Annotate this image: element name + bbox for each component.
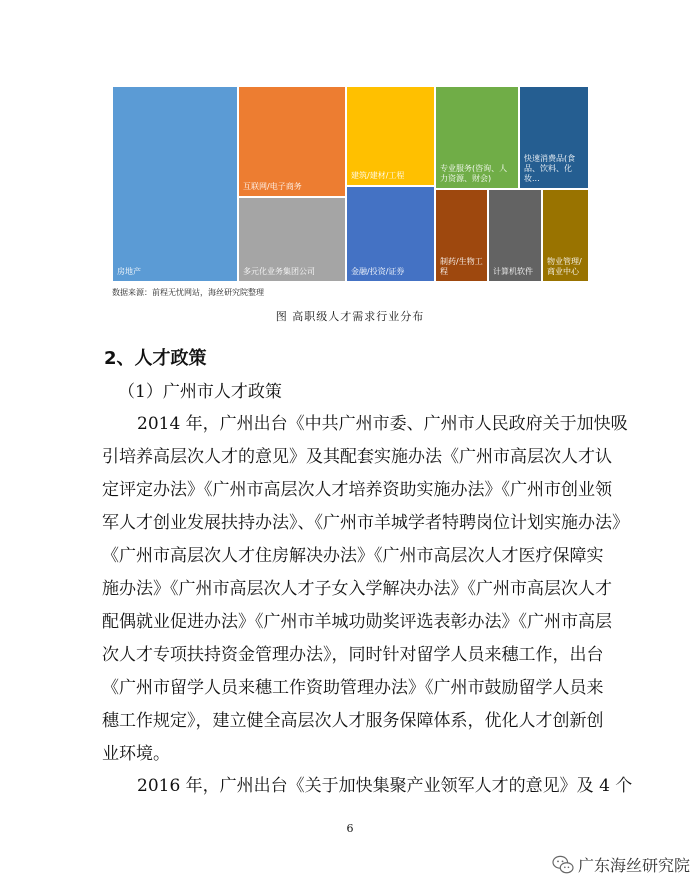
- treemap-cell-conglomerate: [238, 197, 346, 282]
- paragraph-line: 2014 年，广州出台《中共广州市委、广州市人民政府关于加快吸: [137, 414, 628, 434]
- wechat-watermark: [552, 853, 690, 876]
- treemap-cell-finance: [346, 186, 435, 282]
- treemap-cell-professional-services: [435, 86, 519, 189]
- watermark-text: 广东海丝研究院: [577, 856, 690, 875]
- cell-label: 制药/生物工程: [440, 257, 483, 276]
- figure-caption: 图 高职级人才需求行业分布: [275, 310, 425, 323]
- paragraph-line: 引培养高层次人才的意见》及其配套实施办法《广州市高层次人才认: [102, 447, 612, 467]
- cell-label: 金融/投资/证券: [351, 267, 405, 276]
- data-source: 数据来源：前程无忧网站，海丝研究院整理: [112, 288, 264, 297]
- paragraph-line: 配偶就业促进办法》《广州市羊城功勋奖评选表彰办法》《广州市高层: [102, 612, 612, 632]
- industry-treemap: [112, 86, 589, 282]
- policy-paragraph: [102, 408, 629, 771]
- paragraph-line: 业环境。: [102, 744, 170, 764]
- treemap-cell-internet: [238, 86, 346, 197]
- paragraph-line: 军人才创业发展扶持办法》、《广州市羊城学者特聘岗位计划实施办法》: [102, 513, 629, 533]
- wechat-icon: [552, 855, 574, 875]
- cell-label: 计算机软件: [493, 267, 533, 276]
- paragraph-line: 次人才专项扶持资金管理办法》，同时针对留学人员来穗工作，出台: [102, 645, 604, 665]
- cell-label: 房地产: [117, 267, 141, 276]
- cell-label: 多元化业务集团公司: [243, 267, 315, 276]
- cell-label: 快速消费品(食品、饮料、化妆...: [524, 154, 576, 183]
- treemap-cell-software: [488, 189, 542, 282]
- treemap-cell-real-estate: [112, 86, 238, 282]
- treemap-cell-construction: [346, 86, 435, 186]
- section-heading: 2、人才政策: [104, 348, 207, 369]
- cell-label: 专业服务(咨询、人力资源、财会): [440, 164, 508, 183]
- paragraph-line: 施办法》《广州市高层次人才子女入学解决办法》《广州市高层次人才: [102, 579, 612, 599]
- subsection-heading: （1）广州市人才政策: [118, 382, 282, 402]
- cell-label: 建筑/建材/工程: [351, 171, 405, 180]
- paragraph-line: 《广州市高层次人才住房解决办法》《广州市高层次人才医疗保障实: [102, 546, 604, 566]
- paragraph-line: 定评定办法》《广州市高层次人才培养资助实施办法》《广州市创业领: [102, 480, 612, 500]
- page-number: 6: [346, 822, 354, 835]
- treemap-cell-property-management: [542, 189, 589, 282]
- cell-label: 互联网/电子商务: [243, 182, 302, 191]
- treemap-cell-fmcg: [519, 86, 589, 189]
- cell-label: 物业管理/商业中心: [547, 257, 582, 276]
- policy-paragraph-2: 2016 年，广州出台《关于加快集聚产业领军人才的意见》及 4 个: [137, 776, 633, 796]
- treemap-cell-pharma: [435, 189, 488, 282]
- paragraph-line: 《广州市留学人员来穗工作资助管理办法》《广州市鼓励留学人员来: [102, 678, 604, 698]
- paragraph-line: 穗工作规定》，建立健全高层次人才服务保障体系，优化人才创新创: [102, 711, 604, 731]
